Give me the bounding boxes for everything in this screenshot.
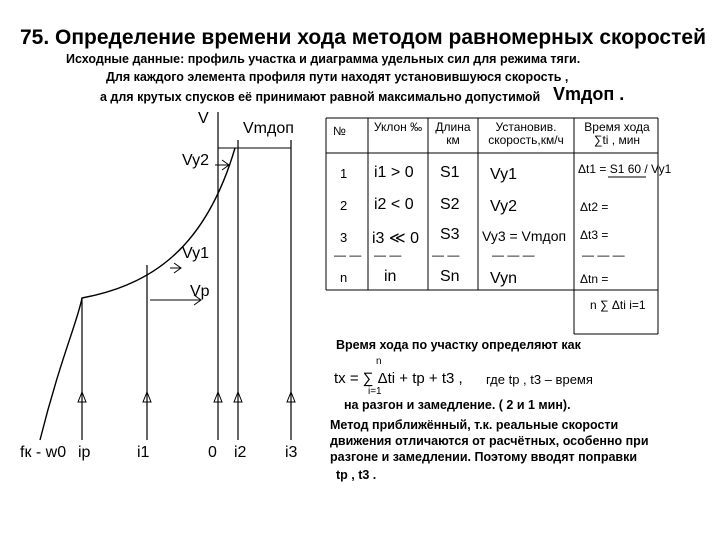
row4-speed: — — — xyxy=(492,248,535,262)
row4-length: — — xyxy=(432,248,460,262)
formula-expr: tx = ∑ Δti + tp + t3 , xyxy=(334,370,463,387)
i2-label: i2 xyxy=(234,444,247,461)
conclusion-line-2: движения отличаются от расчётных, особенно при xyxy=(330,434,649,448)
row1-slope: i1 > 0 xyxy=(374,164,414,181)
row2-speed: Vy2 xyxy=(490,198,517,215)
row3-slope: i3 ≪ 0 xyxy=(372,230,419,247)
vmdop-label: Vmдоп xyxy=(243,120,294,137)
header-speed: Установив. скорость,км/ч xyxy=(488,120,564,147)
row5-speed: Vyn xyxy=(490,270,517,287)
intro-line-3: а для крутых спусков её принимают равной максимально допустимой xyxy=(100,90,541,104)
formula-sum-bottom: i=1 xyxy=(368,386,382,397)
row1-speed: Vy1 xyxy=(490,166,517,183)
table-sum: n ∑ Δti i=1 xyxy=(590,298,646,312)
row5-time: Δtn = xyxy=(580,272,609,286)
formula-where2: на разгон и замедление. ( 2 и 1 мин). xyxy=(344,398,571,412)
vy2-label: Vy2 xyxy=(182,152,209,169)
row4-slope: — — xyxy=(374,248,402,262)
intro-line-1: Исходные данные: профиль участка и диаграмма удельных сил для режима тяги. xyxy=(66,52,581,66)
i1-label: i1 xyxy=(137,444,150,461)
row5-length: Sn xyxy=(440,268,460,285)
conclusion-line-1: Метод приближённый, т.к. реальные скорости xyxy=(330,418,619,432)
conclusion-line-3: разгоне и замедлении. Поэтому вводят поправки xyxy=(330,450,638,464)
row4-num: — — xyxy=(334,248,362,262)
row3-speed: Vy3 = Vmдоп xyxy=(482,228,567,244)
formula-intro: Время хода по участку определяют как xyxy=(336,338,581,352)
row5-num: n xyxy=(340,270,348,285)
ip-label: ip xyxy=(78,444,91,461)
header-slope: Уклон ‰ xyxy=(373,120,423,134)
row1-time: Δt1 = S1 60 / Vy1 xyxy=(578,162,672,176)
row2-length: S2 xyxy=(440,196,460,213)
conclusion-line-4: tp , t3 . xyxy=(336,468,377,482)
row5-slope: in xyxy=(384,268,397,285)
row2-time: Δt2 = xyxy=(580,200,609,214)
formula-where: где tp , t3 – время xyxy=(486,372,593,387)
row1-length: S1 xyxy=(440,164,460,181)
y-axis-label: V xyxy=(198,110,209,127)
vp-label: Vp xyxy=(190,283,210,300)
formula-sum-top: n xyxy=(376,356,382,367)
header-time: Время хода ∑ti , мин xyxy=(584,120,650,147)
page-title: 75. Определение времени хода методом равномерных скоростей xyxy=(20,26,706,49)
row1-num: 1 xyxy=(340,166,348,181)
vy1-label: Vy1 xyxy=(182,245,209,262)
row3-length: S3 xyxy=(440,226,460,243)
row3-num: 3 xyxy=(340,230,348,245)
row2-num: 2 xyxy=(340,198,348,213)
header-length: Длина км xyxy=(435,120,471,147)
intro-line-2: Для каждого элемента профиля пути находят установившуюся скорость , xyxy=(106,70,569,84)
zero-label: 0 xyxy=(208,444,217,461)
row3-time: Δt3 = xyxy=(580,228,609,242)
x-origin-label: fк - w0 xyxy=(20,444,67,461)
header-number: № xyxy=(333,124,346,138)
row4-time: — — — xyxy=(582,248,625,262)
row2-slope: i2 < 0 xyxy=(374,196,414,213)
vmdop-symbol: Vmдоп . xyxy=(553,84,625,104)
i3-label: i3 xyxy=(285,444,298,461)
